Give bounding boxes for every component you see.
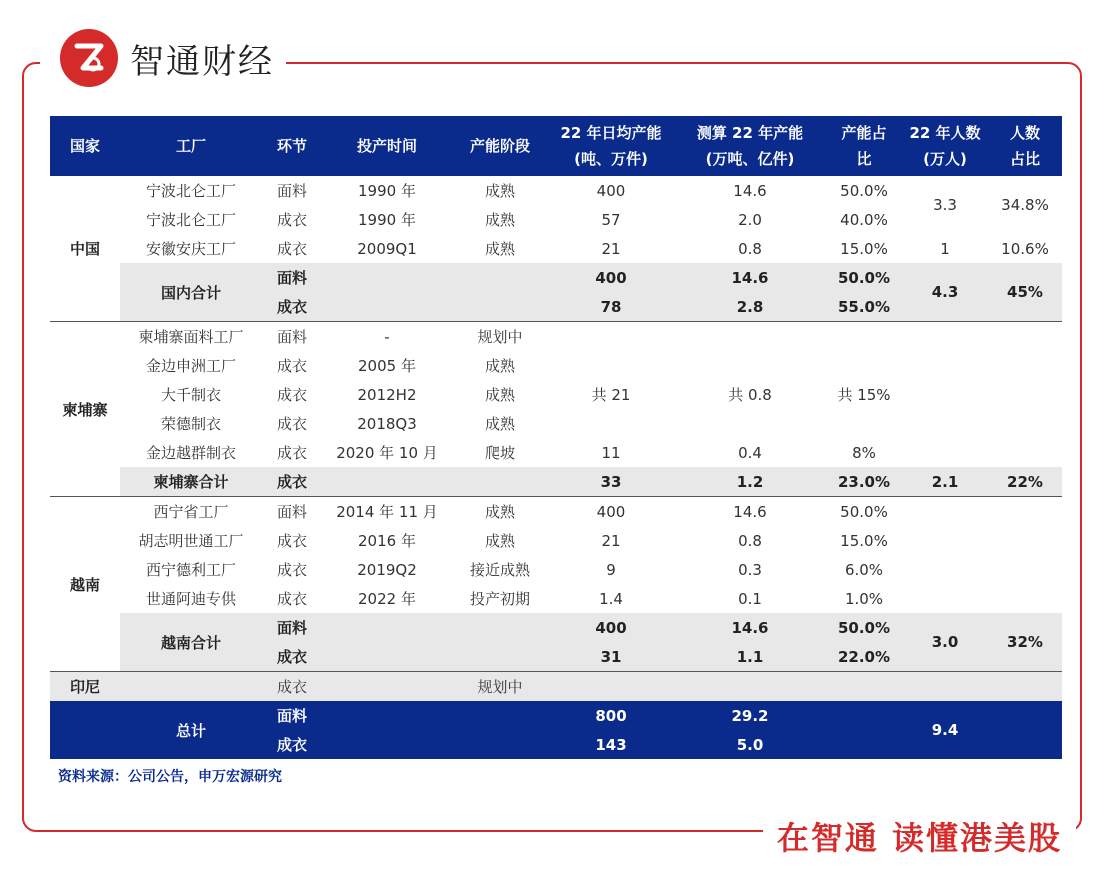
segment: 成衣 (262, 672, 322, 702)
factory-name: 西宁德利工厂 (145, 561, 236, 579)
daily-capacity: 9 (606, 560, 616, 579)
header-factory: 工厂 (120, 116, 262, 176)
table-row (50, 555, 1062, 584)
est-capacity: 2.8 (674, 292, 826, 322)
factory-name: 世通阿迪专供 (145, 590, 236, 608)
segment: 面料 (262, 613, 322, 642)
segment: 面料 (262, 701, 322, 730)
stage: 成熟 (484, 386, 515, 404)
daily-capacity: 11 (601, 443, 621, 462)
table-row (50, 584, 1062, 613)
segment: 成衣 (262, 292, 322, 322)
factory-name: 宁波北仑工厂 (145, 182, 236, 200)
source-note: 资料来源：公司公告，申万宏源研究 (58, 769, 282, 785)
est-capacity: 0.3 (738, 560, 762, 579)
est-capacity: 共 0.8 (728, 386, 772, 404)
stage: 成熟 (484, 182, 515, 200)
people-share: 32% (988, 613, 1062, 672)
people: 1 (940, 239, 950, 258)
segment: 成衣 (276, 211, 307, 229)
people: 2.1 (902, 467, 988, 497)
daily-capacity: 1.4 (599, 589, 623, 608)
est-capacity: 2.0 (738, 210, 762, 229)
capacity-share: 55.0% (826, 292, 902, 322)
brand-slogan: 在智通 读懂港美股 (763, 812, 1076, 860)
segment: 面料 (262, 263, 322, 292)
segment: 面料 (276, 328, 307, 346)
daily-capacity: 400 (548, 263, 674, 292)
country-china: 中国 (50, 176, 120, 322)
table-row (50, 497, 1062, 527)
capacity-share: 23.0% (826, 467, 902, 497)
start-time: 2009Q1 (357, 239, 417, 258)
est-capacity: 0.4 (738, 443, 762, 462)
header-est-capacity: 测算 22 年产能 (万吨、亿件) (674, 116, 826, 176)
capacity-share: 50.0% (826, 613, 902, 642)
factory-name: 宁波北仑工厂 (145, 211, 236, 229)
est-capacity: 1.2 (674, 467, 826, 497)
capacity-share: 8% (852, 443, 876, 462)
stage: 成熟 (484, 503, 515, 521)
header-people-share: 人数 占比 (988, 116, 1062, 176)
segment: 成衣 (276, 357, 307, 375)
stage: 成熟 (484, 240, 515, 258)
people-share: 45% (988, 263, 1062, 322)
est-capacity: 1.1 (674, 642, 826, 672)
capacity-share: 40.0% (840, 210, 888, 229)
people: 4.3 (902, 263, 988, 322)
segment: 面料 (276, 182, 307, 200)
stage: 成熟 (484, 211, 515, 229)
table-row (50, 351, 1062, 380)
daily-capacity: 31 (548, 642, 674, 672)
people-share: 10.6% (1001, 239, 1049, 258)
total-label: 总计 (120, 701, 262, 759)
segment: 成衣 (276, 386, 307, 404)
table-row (50, 438, 1062, 467)
start-time: 2020 年 10 月 (336, 444, 438, 462)
subtotal-row (50, 467, 1062, 497)
daily-capacity: 400 (596, 181, 626, 200)
country-cambodia: 柬埔寨 (50, 322, 120, 497)
segment: 成衣 (276, 590, 307, 608)
country-vietnam: 越南 (50, 497, 120, 672)
table-row (50, 234, 1062, 263)
segment: 成衣 (262, 730, 322, 759)
segment: 成衣 (276, 240, 307, 258)
subtotal-label: 国内合计 (120, 263, 262, 322)
factory-name: 胡志明世通工厂 (138, 532, 244, 550)
people: 3.0 (902, 613, 988, 672)
capacity-share: 22.0% (826, 642, 902, 672)
factory-name: 安徽安庆工厂 (145, 240, 236, 258)
table-row (50, 526, 1062, 555)
daily-capacity: 143 (548, 730, 674, 759)
table-row (50, 322, 1062, 352)
segment: 成衣 (276, 532, 307, 550)
start-time: 1990 年 (358, 211, 416, 229)
people-share: 34.8% (1001, 196, 1049, 214)
stage: 爬坡 (484, 444, 515, 462)
capacity-share: 15.0% (840, 239, 888, 258)
stage: 接近成熟 (469, 561, 530, 579)
subtotal-row (50, 613, 1062, 642)
factory-name: 金边申洲工厂 (145, 357, 236, 375)
brand-header (40, 18, 286, 98)
table-row (50, 672, 1062, 702)
header-segment: 环节 (262, 116, 322, 176)
people: 3.3 (933, 196, 957, 214)
capacity-share: 50.0% (840, 181, 888, 200)
est-capacity: 29.2 (674, 701, 826, 730)
brand-name: 智通财经 (130, 41, 274, 82)
factory-capacity-table (50, 116, 1062, 759)
factory-name: 西宁省工厂 (153, 503, 229, 521)
daily-capacity: 33 (548, 467, 674, 497)
factory-name: 荣德制衣 (160, 415, 221, 433)
brand-logo-icon (60, 29, 118, 87)
daily-capacity: 78 (548, 292, 674, 322)
est-capacity: 0.8 (738, 239, 762, 258)
header-capacity-share: 产能占 比 (826, 116, 902, 176)
daily-capacity: 57 (601, 210, 621, 229)
subtotal-label: 越南合计 (120, 613, 262, 672)
start-time: 1990 年 (358, 182, 416, 200)
start-time: 2014 年 11 月 (336, 503, 438, 521)
header-country: 国家 (50, 116, 120, 176)
capacity-share: 1.0% (844, 589, 884, 608)
subtotal-row (50, 263, 1062, 292)
daily-capacity: 400 (596, 502, 626, 521)
est-capacity: 0.8 (738, 531, 762, 550)
segment: 成衣 (276, 415, 307, 433)
header-daily-capacity: 22 年日均产能 (吨、万件) (548, 116, 674, 176)
capacity-share: 6.0% (844, 560, 884, 579)
daily-capacity: 共 21 (591, 386, 631, 404)
est-capacity: 14.6 (733, 181, 767, 200)
segment: 面料 (276, 503, 307, 521)
segment: 成衣 (262, 467, 322, 497)
daily-capacity: 21 (601, 239, 621, 258)
table-header-row (50, 116, 1062, 176)
start-time: 2012H2 (357, 385, 417, 404)
segment: 成衣 (276, 444, 307, 462)
total-row (50, 701, 1062, 730)
daily-capacity: 21 (601, 531, 621, 550)
start-time: 2022 年 (358, 590, 416, 608)
subtotal-label: 柬埔寨合计 (120, 467, 262, 497)
people-share: 22% (988, 467, 1062, 497)
segment: 成衣 (262, 642, 322, 672)
header-start-time: 投产时间 (322, 116, 452, 176)
stage: 成熟 (484, 415, 515, 433)
daily-capacity: 800 (548, 701, 674, 730)
stage: 成熟 (484, 532, 515, 550)
start-time: 2005 年 (358, 357, 416, 375)
daily-capacity: 400 (548, 613, 674, 642)
factory-name: 柬埔寨面料工厂 (138, 328, 244, 346)
capacity-share: 共 15% (837, 386, 891, 404)
segment: 成衣 (276, 561, 307, 579)
table-row (50, 176, 1062, 205)
start-time: 2016 年 (358, 532, 416, 550)
capacity-share: 50.0% (826, 263, 902, 292)
country-indonesia: 印尼 (50, 672, 120, 702)
start-time: 2019Q2 (357, 560, 417, 579)
est-capacity: 14.6 (733, 502, 767, 521)
stage: 投产初期 (469, 590, 530, 608)
stage: 规划中 (452, 672, 548, 702)
capacity-share: 50.0% (840, 502, 888, 521)
stage: 成熟 (484, 357, 515, 375)
factory-name: 金边越群制衣 (145, 444, 236, 462)
capacity-share: 15.0% (840, 531, 888, 550)
people: 9.4 (902, 701, 988, 759)
est-capacity: 14.6 (674, 263, 826, 292)
est-capacity: 14.6 (674, 613, 826, 642)
start-time: - (384, 327, 390, 346)
factory-name: 大千制衣 (160, 386, 221, 404)
start-time: 2018Q3 (357, 414, 417, 433)
est-capacity: 5.0 (674, 730, 826, 759)
header-people: 22 年人数 (万人) (902, 116, 988, 176)
stage: 规划中 (477, 328, 523, 346)
est-capacity: 0.1 (738, 589, 762, 608)
header-stage: 产能阶段 (452, 116, 548, 176)
